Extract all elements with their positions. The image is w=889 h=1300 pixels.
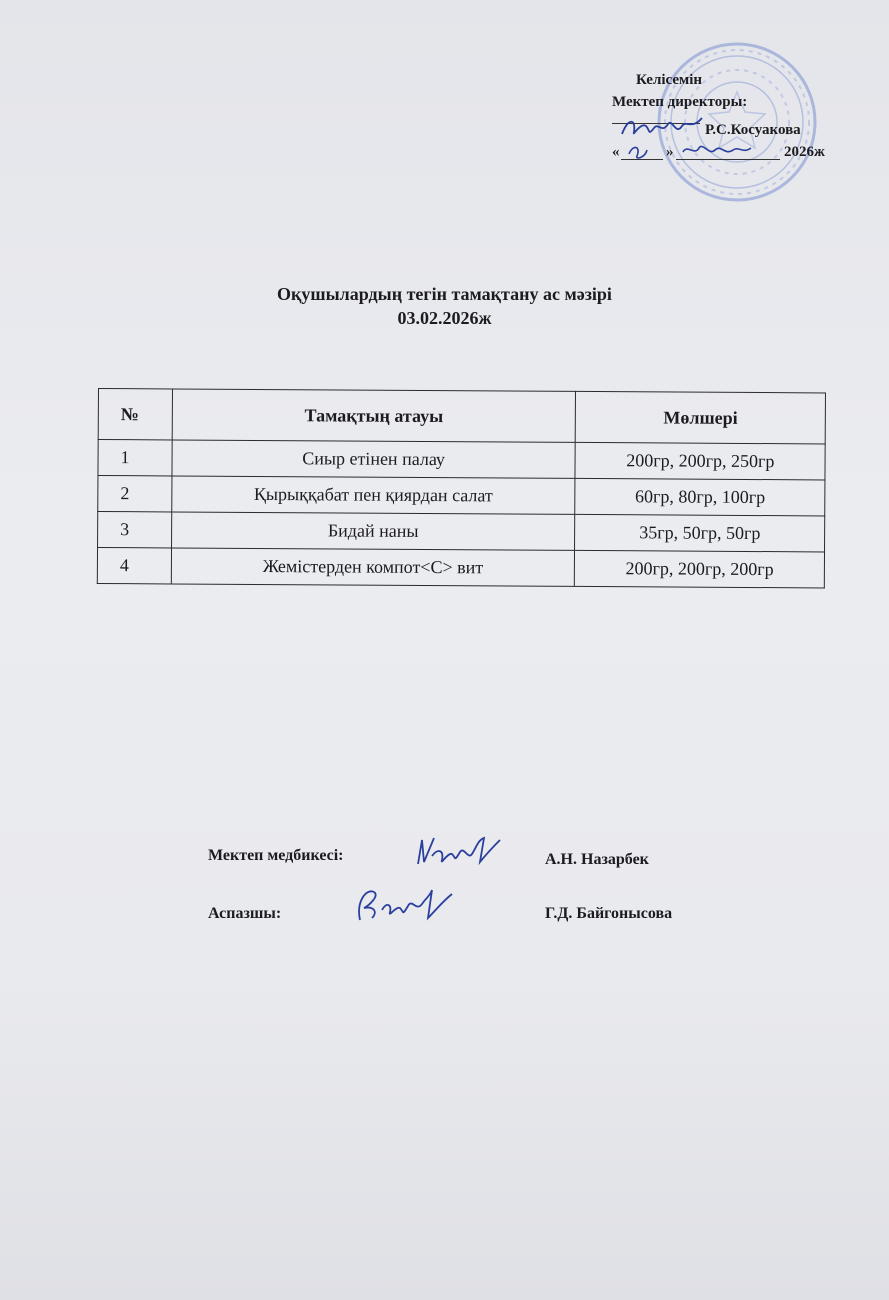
row-dish-name: Жемістерден компот<С> вит [171,548,575,586]
menu-table [97,388,826,588]
row-dish-name: Бидай наны [171,512,575,550]
table-row [97,548,824,588]
cook-signature [352,882,460,928]
row-number: 4 [97,548,171,584]
nurse-role: Мектеп медбикесі: [208,847,344,864]
approval-heading: Келісемін [636,72,703,88]
director-position: Мектеп директоры: [612,94,748,110]
date-open-quote: « [612,144,620,160]
row-number: 3 [98,512,172,548]
header-dish-name: Тамақтың атауы [172,389,576,442]
director-name: Р.С.Косуакова [705,122,801,138]
table-row [98,476,825,516]
handwritten-date [625,138,785,164]
row-number: 2 [98,476,172,512]
header-quantity: Мөлшері [576,391,826,444]
header-number: № [98,389,172,440]
row-quantity: 200гр, 200гр, 250гр [575,442,825,480]
approval-year: 2026ж [784,144,825,160]
cook-role: Аспазшы: [208,905,282,922]
row-quantity: 60гр, 80гр, 100гр [575,478,825,516]
document-date: 03.02.2026ж [397,308,492,328]
nurse-name: А.Н. Назарбек [545,851,649,868]
date-close-quote: » [666,144,674,160]
row-quantity: 200гр, 200гр, 200гр [575,550,825,588]
table-row [98,512,825,552]
row-dish-name: Сиыр етінен палау [172,440,576,478]
table-row [98,440,825,480]
row-number: 1 [98,440,172,476]
nurse-signature [412,832,504,872]
row-quantity: 35гр, 50гр, 50гр [575,514,825,552]
cook-name: Г.Д. Байгонысова [545,905,673,922]
document-title: Оқушылардың тегін тамақтану ас мәзірі [277,284,612,304]
row-dish-name: Қырыққабат пен қиярдан салат [171,476,575,514]
table-header-row [98,389,825,444]
